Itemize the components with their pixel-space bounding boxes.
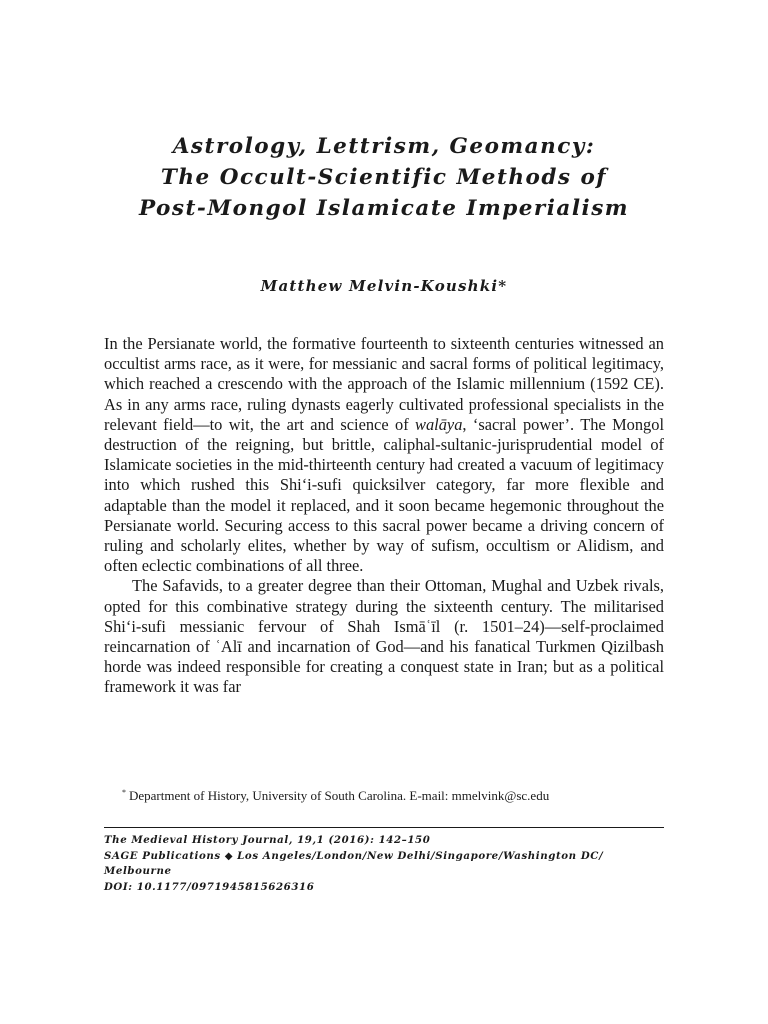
body-paragraph-2: The Safavids, to a greater degree than their Ottoman, Mughal and Uzbek rivals, opted for this combinative strategy during the sixteenth century. The militarised Shi‘i-sufi messianic fervour of Shah Ismāʿīl (r. 1501–24)—self-proclaimed reincarnation of ʿAlī and incarnation of God—and his fanatical Turkmen Qizilbash horde was indeed responsible for creating a conquest state in Iran; but as a political framework it was far [104,576,664,697]
publisher-name: SAGE Publications [104,849,221,862]
footer-divider [104,827,664,828]
journal-citation: The Medieval History Journal, 19,1 (2016): 142–150 [104,834,431,846]
title-line-3: Post-Mongol Islamicate Imperialism [138,196,630,221]
journal-info [104,833,664,895]
footnote [122,785,682,804]
footnote-marker: * [122,788,126,797]
publisher-line [104,849,664,865]
para1-text-start: In the Persianate world, the formative fourteenth to sixteenth centuries witnessed an occultist arms race, as it were, for messianic and sacral forms of political legitimacy, which reached a crescendo with the approach of the Islamic millennium (1592 CE). As in any arms race, ruling dynasts eagerly cultivated professional specialists in the relevant field—to wit, the art and science of [104,334,664,434]
article-body [104,334,664,698]
publisher-locations-continued: Melbourne [104,865,172,877]
body-paragraph-1 [104,334,664,576]
para1-italic-term: walāya [415,414,463,434]
title-line-1: Astrology, Lettrism, Geomancy: [172,134,596,159]
author-name: Matthew Melvin-Koushki* [260,277,508,295]
title-line-2: The Occult-Scientific Methods of [160,165,608,190]
para1-text-end: , ‘sacral power’. The Mongol destruction of the reigning, but brittle, caliphal-sultanic-jurisprudential model of Islamicate societies in the mid-thirteenth century had created a vacuum of legitimacy into which rushed this Shi‘i-sufi quicksilver category, far more flexible and adaptable than the model it replaced, and it soon became hegemonic throughout the Persianate world. Securing access to this sacral power became a driving concern of ruling and scholarly elites, whether by way of sufism, occultism or Alidism, and often eclectic combinations of all three. [104,414,664,576]
article-title [0,131,768,224]
diamond-separator-icon: ◆ [224,849,234,862]
footnote-text: Department of History, University of South Carolina. E-mail: mmelvink@sc.edu [129,788,550,803]
doi-line: DOI: 10.1177/0971945815626316 [104,880,315,893]
publisher-locations: Los Angeles/London/New Delhi/Singapore/Washington DC/ [237,849,604,862]
